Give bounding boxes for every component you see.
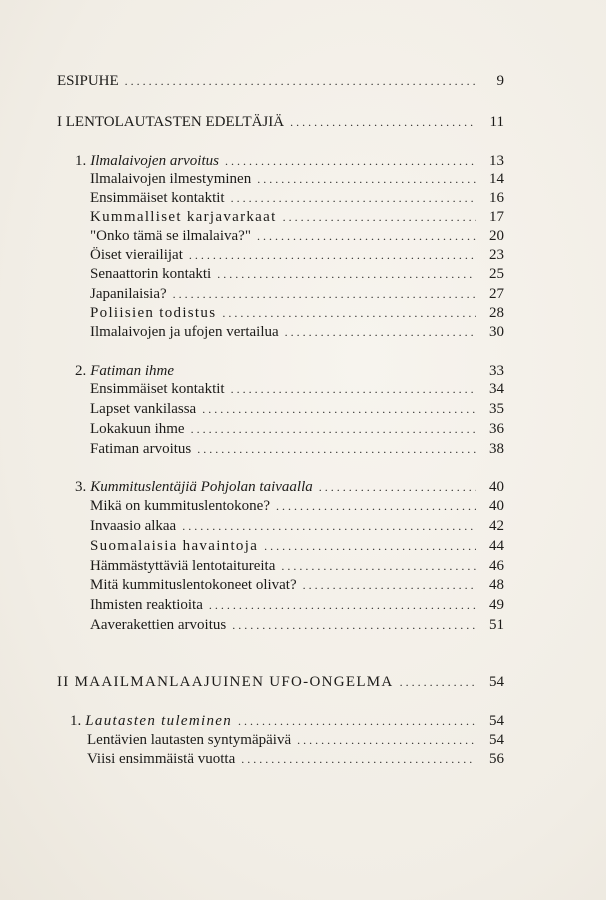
toc-entry-title: Ilmalaivojen arvoitus bbox=[90, 153, 219, 169]
leader-dots bbox=[400, 673, 476, 691]
toc-entry-title: Kummalliset karjavarkaat bbox=[90, 209, 277, 225]
toc-entry[interactable] bbox=[90, 557, 504, 575]
leader-dots bbox=[257, 227, 476, 245]
toc-entry-part1[interactable] bbox=[57, 113, 504, 131]
toc-entry-title: Lokakuun ihme bbox=[90, 421, 185, 437]
toc-entry-title: Ihmisten reaktioita bbox=[90, 597, 203, 613]
toc-entry-title: I LENTOLAUTASTEN EDELTÄJIÄ bbox=[57, 114, 285, 130]
toc-entry-title: Fatiman ihme bbox=[90, 363, 174, 379]
toc-entry[interactable] bbox=[90, 323, 504, 341]
leader-dots bbox=[283, 208, 476, 226]
toc-entry-title: Mikä on kummituslentokone? bbox=[90, 498, 270, 514]
toc-entry-page: 30 bbox=[489, 324, 504, 340]
toc-chapter-2[interactable] bbox=[75, 362, 504, 380]
toc-entry[interactable] bbox=[90, 517, 504, 535]
toc-entry[interactable] bbox=[90, 170, 504, 188]
leader-dots bbox=[285, 323, 476, 341]
toc-entry-page: 44 bbox=[489, 538, 504, 554]
toc-entry[interactable] bbox=[90, 304, 504, 322]
leader-dots bbox=[202, 400, 476, 418]
toc-entry-title: Kummituslentäjiä Pohjolan taivaalla bbox=[90, 479, 313, 495]
toc-chapter-2-1[interactable] bbox=[70, 712, 504, 730]
leader-dots bbox=[182, 517, 476, 535]
leader-dots bbox=[209, 596, 476, 614]
toc-entry-title: "Onko tämä se ilmalaiva?" bbox=[90, 228, 251, 244]
toc-entry-page: 40 bbox=[489, 498, 504, 514]
toc-entry-page: 28 bbox=[489, 305, 504, 321]
toc-entry-page: 11 bbox=[489, 114, 504, 130]
toc-entry-page: 40 bbox=[489, 479, 504, 495]
toc-entry[interactable] bbox=[90, 537, 504, 555]
leader-dots bbox=[297, 731, 476, 749]
toc-entry[interactable] bbox=[90, 265, 504, 283]
toc-entry[interactable] bbox=[90, 208, 504, 226]
toc-entry[interactable] bbox=[90, 576, 504, 594]
toc-entry-title: Lapset vankilassa bbox=[90, 401, 197, 417]
toc-entry-page: 33 bbox=[489, 363, 504, 379]
toc-entry-page: 20 bbox=[489, 228, 504, 244]
leader-dots bbox=[290, 113, 476, 131]
toc-entry[interactable] bbox=[90, 227, 504, 245]
leader-dots bbox=[257, 170, 476, 188]
leader-dots bbox=[189, 246, 476, 264]
toc-entry-title: Aaverakettien arvoitus bbox=[90, 617, 227, 633]
toc-entry-page: 48 bbox=[489, 577, 504, 593]
toc-entry-title: Japanilaisia? bbox=[90, 286, 167, 302]
leader-dots bbox=[264, 537, 476, 555]
toc-entry-title: Ensimmäiset kontaktit bbox=[90, 381, 225, 397]
leader-dots bbox=[238, 712, 476, 730]
toc-entry-page: 9 bbox=[496, 73, 504, 89]
toc-entry-page: 46 bbox=[489, 558, 504, 574]
leader-dots bbox=[241, 750, 476, 768]
toc-entry-title: Poliisien todistus bbox=[90, 305, 217, 321]
toc-entry[interactable] bbox=[90, 246, 504, 264]
toc-entry-page: 54 bbox=[489, 713, 504, 729]
leader-dots bbox=[173, 285, 476, 303]
toc-entry-part2[interactable] bbox=[57, 673, 504, 691]
toc-entry-title: Lentävien lautasten syntymäpäivä bbox=[87, 732, 292, 748]
leader-dots bbox=[232, 616, 476, 634]
toc-entry-page: 56 bbox=[489, 751, 504, 767]
toc-entry-page: 17 bbox=[489, 209, 504, 225]
toc-entry-title: II MAAILMANLAAJUINEN UFO-ONGELMA bbox=[57, 674, 394, 690]
toc-entry-page: 38 bbox=[489, 441, 504, 457]
toc-chapter-1[interactable] bbox=[75, 152, 504, 170]
leader-dots bbox=[222, 304, 476, 322]
toc-entry-title: Mitä kummituslentokoneet olivat? bbox=[90, 577, 297, 593]
toc-entry-page: 13 bbox=[489, 153, 504, 169]
toc-entry-page: 51 bbox=[489, 617, 504, 633]
toc-entry[interactable] bbox=[90, 189, 504, 207]
toc-entry[interactable] bbox=[90, 400, 504, 418]
toc-entry-title: Ensimmäiset kontaktit bbox=[90, 190, 225, 206]
leader-dots bbox=[231, 189, 476, 207]
toc-entry-title: Hämmästyttäviä lentotaitureita bbox=[90, 558, 276, 574]
toc-entry-page: 25 bbox=[489, 266, 504, 282]
toc-entry-title: Öiset vierailijat bbox=[90, 247, 183, 263]
leader-dots bbox=[191, 420, 476, 438]
toc-entry-title: Lautasten tuleminen bbox=[85, 713, 233, 729]
chapter-number: 3. bbox=[75, 479, 87, 495]
toc-entry[interactable] bbox=[90, 497, 504, 515]
toc-entry-title: Fatiman arvoitus bbox=[90, 441, 192, 457]
leader-dots bbox=[217, 265, 476, 283]
toc-entry-title: Viisi ensimmäistä vuotta bbox=[87, 751, 236, 767]
toc-entry-title: Ilmalaivojen ja ufojen vertailua bbox=[90, 324, 279, 340]
toc-entry-page: 23 bbox=[489, 247, 504, 263]
toc-entry[interactable] bbox=[90, 380, 504, 398]
leader-dots bbox=[303, 576, 476, 594]
chapter-number: 1. bbox=[70, 713, 82, 729]
toc-entry-page: 42 bbox=[489, 518, 504, 534]
leader-dots bbox=[319, 478, 476, 496]
leader-dots bbox=[125, 72, 476, 90]
toc-entry[interactable] bbox=[90, 440, 504, 458]
toc-entry-title: Invaasio alkaa bbox=[90, 518, 177, 534]
chapter-number: 1. bbox=[75, 153, 87, 169]
toc-entry[interactable] bbox=[90, 596, 504, 614]
leader-dots bbox=[197, 440, 476, 458]
toc-entry-page: 54 bbox=[489, 732, 504, 748]
leader-dots bbox=[231, 380, 476, 398]
toc-entry-page: 54 bbox=[489, 674, 504, 690]
toc-chapter-3[interactable] bbox=[75, 478, 504, 496]
toc-entry[interactable] bbox=[87, 731, 504, 749]
toc-entry-title: Senaattorin kontakti bbox=[90, 266, 212, 282]
toc-entry-page: 14 bbox=[489, 171, 504, 187]
toc-entry-title: Ilmalaivojen ilmestyminen bbox=[90, 171, 252, 187]
toc-entry-page: 35 bbox=[489, 401, 504, 417]
leader-dots bbox=[281, 557, 476, 575]
toc-entry-title: Suomalaisia havaintoja bbox=[90, 538, 259, 554]
toc-entry-title: ESIPUHE bbox=[57, 73, 119, 89]
leader-dots bbox=[225, 152, 476, 170]
toc-entry-page: 34 bbox=[489, 381, 504, 397]
toc-entry-page: 27 bbox=[489, 286, 504, 302]
toc-entry[interactable] bbox=[90, 420, 504, 438]
toc-entry-esipuhe[interactable] bbox=[57, 72, 504, 90]
toc-entry-page: 16 bbox=[489, 190, 504, 206]
toc-entry[interactable] bbox=[90, 616, 504, 634]
leader-dots bbox=[276, 497, 476, 515]
toc-entry[interactable] bbox=[87, 750, 504, 768]
toc-entry[interactable] bbox=[90, 285, 504, 303]
toc-entry-page: 49 bbox=[489, 597, 504, 613]
toc-entry-page: 36 bbox=[489, 421, 504, 437]
chapter-number: 2. bbox=[75, 363, 87, 379]
